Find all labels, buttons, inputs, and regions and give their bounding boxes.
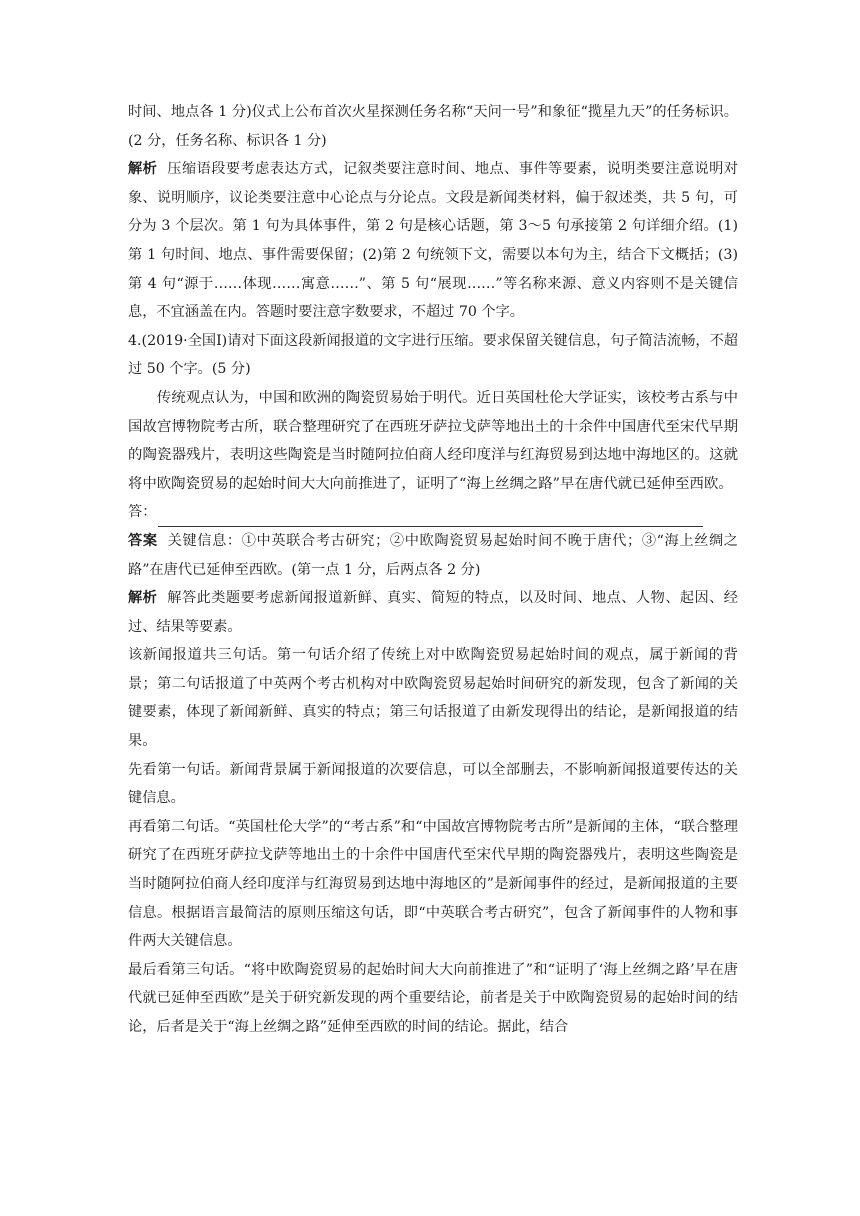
explanation-paragraph-2: 先看第一句话。新闻背景属于新闻报道的次要信息，可以全部删去，不影响新闻报道要传达的关键信息。 xyxy=(128,761,738,807)
question-4: 4.(2019·全国Ⅰ)请对下面这段新闻报道的文字进行压缩。要求保留关键信息，句子简洁流畅，不超过 50 个字。(5 分) xyxy=(128,332,738,378)
answer-prompt: 答： xyxy=(128,504,157,521)
explanation-paragraph-4: 最后看第三句话。“将中欧陶瓷贸易的起始时间大大向前推进了”和“证明了‘海上丝绸之路’早在唐代就已延伸至西欧”是关于研究新发现的两个重要结论，前者是关于中欧陶瓷贸易的起始时间的结论，后者是关于“海上丝绸之路”延伸至西欧的时间的结论。据此，结合 xyxy=(128,961,738,1035)
analysis-paragraph-1 xyxy=(128,155,738,327)
explanation-paragraph-3: 再看第二句话。“英国杜伦大学”的“考古系”和“中国故宫博物院考古所”是新闻的主体，“联合整理研究了在西班牙萨拉戈萨等地出土的十余件中国唐代至宋代早期的陶瓷器残片，表明这些陶瓷是当时随阿拉伯商人经印度洋与红海贸易到达地中海地区的”是新闻事件的经过，是新闻报道的主要信息。根据语言最简洁的原则压缩这句话，即“中英联合考古研究”，包含了新闻事件的人物和事件两大关键信息。 xyxy=(128,818,738,950)
answer-text: 关键信息：①中英联合考古研究；②中欧陶瓷贸易起始时间不晚于唐代；③“海上丝绸之路”在唐代已延伸至西欧。(第一点 1 分，后两点各 2 分) xyxy=(128,532,738,578)
answer-paragraph xyxy=(128,527,738,584)
analysis-label: 解析 xyxy=(128,590,158,607)
analysis-text: 解答此类题要考虑新闻报道新鲜、真实、简短的特点，以及时间、地点、人物、起因、经过、结果等要素。 xyxy=(128,590,738,635)
document-page xyxy=(128,98,738,1042)
answer-blank[interactable] xyxy=(128,498,738,527)
explanation-paragraph-1: 该新闻报道共三句话。第一句话介绍了传统上对中欧陶瓷贸易起始时间的观点，属于新闻的背景；第二句话报道了中英两个考古机构对中欧陶瓷贸易起始时间研究的新发现，包含了新闻的关键要素，体现了新闻新鲜、真实的特点；第三句话报道了由新发现得出的结论，是新闻报道的结果。 xyxy=(128,647,738,750)
analysis-paragraph-2 xyxy=(128,584,738,641)
answer-label: 答案 xyxy=(128,532,158,549)
analysis-text: 压缩语段要考虑表达方式，记叙类要注意时间、地点、事件等要素，说明类要注意说明对象、说明顺序，议论类要注意中心论点与分论点。文段是新闻类材料，偏于叙述类，共 5 句，可分为 3 个层次。第 1 句为具体事件，第 2 句是核心话题，第 3～5 句承接第 2 句详细介绍。(1)第 1 句时间、地点、事件需要保留；(2)第 2 句统领下文，需要以本句为主，结合下文概括；(3)第 4 句“源于……体现……寓意……”、第 5 句“展现……”等名称来源、意义内容则不是关键信息，不宜涵盖在内。答题时要注意字数要求，不超过 70 个字。 xyxy=(128,161,738,321)
analysis-label: 解析 xyxy=(128,161,158,178)
answer-line[interactable] xyxy=(158,507,703,527)
continuation-text: 时间、地点各 1 分)仪式上公布首次火星探测任务名称“天问一号”和象征“揽星九天”的任务标识。(2 分，任务名称、标识各 1 分) xyxy=(128,104,738,149)
news-passage: 传统观点认为，中国和欧洲的陶瓷贸易始于明代。近日英国杜伦大学证实，该校考古系与中国故宫博物院考古所，联合整理研究了在西班牙萨拉戈萨等地出土的十余件中国唐代至宋代早期的陶瓷器残片，表明这些陶瓷是当时随阿拉伯商人经印度洋与红海贸易到达地中海地区的。这就将中欧陶瓷贸易的起始时间大大向前推进了，证明了“海上丝绸之路”早在唐代就已延伸至西欧。 xyxy=(128,389,738,492)
